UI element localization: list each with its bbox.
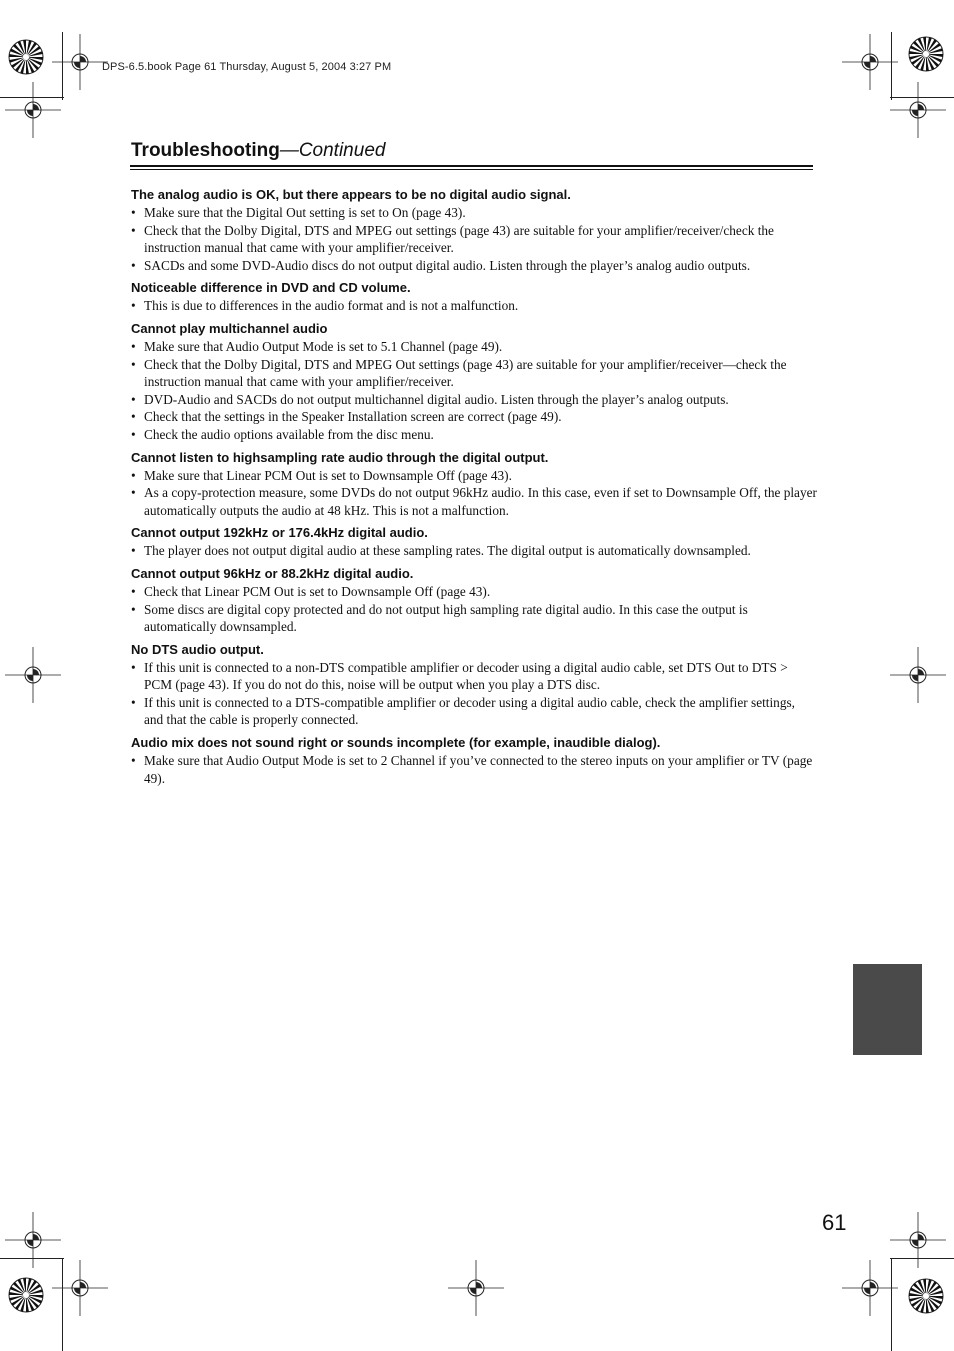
section-heading: Cannot output 192kHz or 176.4kHz digital audio. — [131, 525, 428, 541]
registration-crosshair-icon — [888, 80, 948, 140]
bullet-list — [131, 204, 817, 274]
bullet-icon: • — [131, 543, 136, 559]
bullet-icon: • — [131, 467, 136, 483]
bullet-icon: • — [131, 694, 136, 710]
list-item — [131, 356, 817, 391]
section-heading: Cannot play multichannel audio — [131, 320, 328, 336]
registration-starburst-icon — [908, 1278, 944, 1314]
print-header: DPS-6.5.book Page 61 Thursday, August 5, 2004 3:27 PM — [102, 61, 392, 73]
list-item-text: Make sure that the Digital Out setting is set to On (page 43). — [144, 205, 466, 220]
registration-crosshair-icon — [888, 645, 948, 705]
list-item — [131, 659, 817, 694]
troubleshooting-section — [131, 186, 817, 274]
bullet-icon: • — [131, 391, 136, 407]
list-item — [131, 297, 817, 315]
list-item-text: SACDs and some DVD-Audio discs do not output digital audio. Listen through the player’s analog audio outputs. — [144, 257, 751, 273]
title-rule-thin — [130, 169, 813, 170]
bullet-icon: • — [131, 298, 136, 314]
list-item — [131, 467, 817, 485]
troubleshooting-section — [131, 524, 817, 560]
bullet-icon: • — [131, 753, 136, 769]
list-item-text: Check that the settings in the Speaker Installation screen are correct (page 49). — [144, 409, 562, 425]
title-main: Troubleshooting — [131, 140, 280, 161]
list-item-text: As a copy-protection measure, some DVDs do not output 96kHz audio. In this case, even if set to Downsample Off, the player automatically outputs the audio at 48 kHz. This is not a malfunction. — [144, 485, 817, 518]
title-rule-thick — [130, 165, 813, 167]
list-item-text: DVD-Audio and SACDs do not output multichannel digital audio. Listen through the player’s analog outputs. — [144, 391, 729, 407]
section-thumb-tab — [853, 964, 922, 1055]
list-item-text: If this unit is connected to a DTS-compatible amplifier or decoder using a digital audio cable, check the amplifier settings, and that the cable is properly connected. — [144, 694, 795, 728]
section-heading: Audio mix does not sound right or sounds incomplete (for example, inaudible dialog). — [131, 735, 661, 751]
list-item — [131, 338, 817, 356]
bullet-list — [131, 659, 817, 729]
list-item-text: If this unit is connected to a non-DTS compatible amplifier or decoder using a digital audio cable, set DTS Out to DTS > PCM (page 43). If you do not do this, noise will be output when you play a DTS disc. — [144, 659, 788, 693]
registration-crosshair-icon — [3, 80, 63, 140]
bullet-icon: • — [131, 426, 136, 442]
list-item — [131, 222, 817, 257]
troubleshooting-section — [131, 320, 817, 444]
bullet-list — [131, 297, 817, 315]
page-number: 61 — [822, 1210, 847, 1235]
troubleshooting-section — [131, 565, 817, 636]
list-item — [131, 426, 817, 444]
list-item-text: Make sure that Audio Output Mode is set to 5.1 Channel (page 49). — [144, 338, 503, 354]
bullet-icon: • — [131, 409, 136, 425]
troubleshooting-section — [131, 641, 817, 729]
list-item-text: Make sure that Audio Output Mode is set to 2 Channel if you’ve connected to the stereo inputs on your amplifier or TV (page 49). — [144, 753, 813, 786]
list-item-text: This is due to differences in the audio format and is not a malfunction. — [144, 298, 519, 314]
list-item — [131, 391, 817, 409]
bullet-icon: • — [131, 205, 136, 220]
registration-crosshair-icon — [50, 1258, 110, 1318]
troubleshooting-section — [131, 734, 817, 787]
troubleshooting-content — [131, 186, 817, 792]
registration-crosshair-icon — [446, 1258, 506, 1318]
bullet-icon: • — [131, 485, 136, 501]
bullet-list — [131, 467, 817, 520]
list-item — [131, 204, 817, 222]
troubleshooting-section — [131, 449, 817, 520]
list-item-text: Some discs are digital copy protected and do not output high sampling rate digital audio. In this case the output is automatically downsampled. — [144, 601, 748, 635]
list-item — [131, 257, 817, 275]
list-item — [131, 601, 817, 636]
registration-starburst-icon — [8, 39, 44, 75]
list-item-text: Check that the Dolby Digital, DTS and MPEG out settings (page 43) are suitable for your amplifier/receiver/check the instruction manual that came with your amplifier/receiver. — [144, 222, 774, 256]
list-item — [131, 583, 817, 601]
bullet-list — [131, 542, 817, 560]
bullet-list — [131, 752, 817, 787]
list-item-text: Make sure that Linear PCM Out is set to Downsample Off (page 43). — [144, 467, 512, 483]
list-item-text: The player does not output digital audio at these sampling rates. The digital output is automatically downsampled. — [144, 543, 751, 559]
section-heading: No DTS audio output. — [131, 641, 264, 657]
list-item-text: Check the audio options available from the disc menu. — [144, 426, 434, 442]
registration-starburst-icon — [8, 1277, 44, 1313]
list-item-text: Check that Linear PCM Out is set to Downsample Off (page 43). — [144, 583, 491, 599]
bullet-list — [131, 583, 817, 636]
bullet-icon: • — [131, 601, 136, 617]
list-item — [131, 752, 817, 787]
bullet-icon: • — [131, 356, 136, 372]
section-heading: Cannot output 96kHz or 88.2kHz digital audio. — [131, 565, 414, 581]
title-continued: —Continued — [279, 140, 386, 161]
list-item — [131, 484, 817, 519]
page-title — [131, 140, 385, 162]
registration-starburst-icon — [908, 36, 944, 72]
list-item-text: Check that the Dolby Digital, DTS and MPEG Out settings (page 43) are suitable for your amplifier/receiver—check the instruction manual that came with your amplifier/receiver. — [144, 356, 787, 390]
section-heading: Noticeable difference in DVD and CD volume. — [131, 280, 411, 296]
registration-crosshair-icon — [3, 645, 63, 705]
troubleshooting-section — [131, 279, 817, 315]
bullet-icon: • — [131, 338, 136, 354]
bullet-icon: • — [131, 659, 136, 675]
section-heading: Cannot listen to highsampling rate audio through the digital output. — [131, 449, 549, 465]
bullet-icon: • — [131, 222, 136, 238]
list-item — [131, 542, 817, 560]
section-heading: The analog audio is OK, but there appears to be no digital audio signal. — [131, 187, 571, 202]
bullet-icon: • — [131, 583, 136, 599]
bullet-list — [131, 338, 817, 444]
list-item — [131, 408, 817, 426]
list-item — [131, 694, 817, 729]
bullet-icon: • — [131, 257, 136, 273]
registration-crosshair-icon — [840, 1258, 900, 1318]
